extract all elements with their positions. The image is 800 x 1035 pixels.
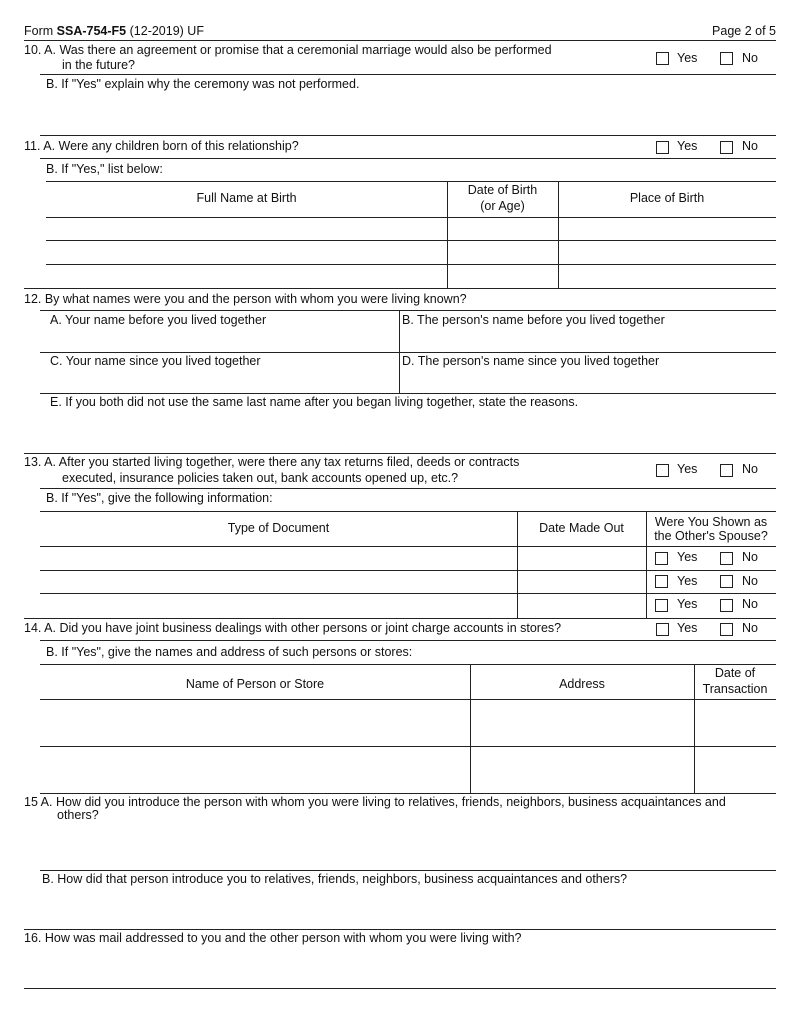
documents-table-top bbox=[40, 511, 776, 512]
child-2-place-field[interactable] bbox=[559, 241, 775, 263]
q10a-no-label: No bbox=[742, 51, 758, 65]
col-header-address: Address bbox=[559, 677, 605, 691]
q11a-yes-label: Yes bbox=[677, 139, 698, 153]
q12e-answer-field[interactable] bbox=[46, 412, 776, 452]
q10a-yes-label: Yes bbox=[677, 51, 698, 65]
document-2-no-checkbox[interactable] bbox=[720, 575, 733, 588]
col-header-date-made-out: Date Made Out bbox=[539, 521, 624, 535]
business-2-name-field[interactable] bbox=[41, 747, 469, 792]
document-2-yes-checkbox[interactable] bbox=[655, 575, 668, 588]
document-1-type-field[interactable] bbox=[41, 547, 516, 569]
q10a-yes-checkbox[interactable] bbox=[656, 52, 669, 65]
documents-table-col-divider bbox=[646, 511, 647, 618]
q15a-question: 15 A. How did you introduce the person with whom you were living to relatives, friends, neighbors, business acquaintances and bbox=[24, 795, 726, 809]
q14a-yes-checkbox[interactable] bbox=[656, 623, 669, 636]
divider bbox=[40, 352, 776, 353]
divider bbox=[40, 135, 776, 136]
col-header-full-name: Full Name at Birth bbox=[196, 191, 297, 205]
business-table-top bbox=[40, 664, 776, 665]
q11b-label: B. If "Yes," list below: bbox=[46, 162, 163, 176]
q14b-label: B. If "Yes", give the names and address of such persons or stores: bbox=[46, 645, 413, 659]
bottom-divider bbox=[24, 988, 776, 989]
q14a-no-label: No bbox=[742, 621, 758, 635]
divider bbox=[40, 488, 776, 489]
document-3-yes-checkbox[interactable] bbox=[655, 599, 668, 612]
q13b-label: B. If "Yes", give the following information: bbox=[46, 491, 273, 505]
document-2-yes-label: Yes bbox=[677, 574, 698, 588]
q15a-answer-field[interactable] bbox=[40, 825, 776, 869]
q15b-question: B. How did that person introduce you to relatives, friends, neighbors, business acquaintances and others? bbox=[42, 872, 628, 886]
col-header-date-of: Date of bbox=[714, 666, 756, 680]
document-3-no-checkbox[interactable] bbox=[720, 599, 733, 612]
q12b-label: B. The person's name before you lived together bbox=[402, 313, 665, 327]
child-1-name-field[interactable] bbox=[47, 218, 446, 240]
divider bbox=[40, 310, 776, 311]
child-1-place-field[interactable] bbox=[559, 218, 775, 240]
divider bbox=[40, 870, 776, 871]
col-header-type-of-document: Type of Document bbox=[227, 521, 330, 535]
business-2-date-field[interactable] bbox=[695, 747, 775, 792]
business-1-address-field[interactable] bbox=[471, 700, 693, 745]
child-2-name-field[interactable] bbox=[47, 241, 446, 263]
business-2-address-field[interactable] bbox=[471, 747, 693, 792]
q10b-label: B. If "Yes" explain why the ceremony was not performed. bbox=[46, 77, 360, 91]
document-1-date-field[interactable] bbox=[518, 547, 645, 569]
document-2-type-field[interactable] bbox=[41, 571, 516, 592]
child-3-dob-field[interactable] bbox=[448, 265, 557, 287]
q12a-field[interactable] bbox=[46, 330, 398, 352]
q14a-no-checkbox[interactable] bbox=[720, 623, 733, 636]
q12-question: 12. By what names were you and the person with whom you were living known? bbox=[24, 292, 467, 306]
q12d-label: D. The person's name since you lived together bbox=[402, 354, 660, 368]
q12d-field[interactable] bbox=[401, 371, 775, 392]
q14a-yes-label: Yes bbox=[677, 621, 698, 635]
col-header-shown-as-spouse-cont: the Other's Spouse? bbox=[654, 529, 768, 543]
divider bbox=[24, 929, 776, 930]
business-1-date-field[interactable] bbox=[695, 700, 775, 745]
header-divider bbox=[24, 40, 776, 41]
q16-question: 16. How was mail addressed to you and the other person with whom you were living with? bbox=[24, 931, 522, 945]
q12c-field[interactable] bbox=[46, 371, 398, 392]
document-3-yes-label: Yes bbox=[677, 597, 698, 611]
q10a-no-checkbox[interactable] bbox=[720, 52, 733, 65]
q13a-yes-checkbox[interactable] bbox=[656, 464, 669, 477]
q11a-yes-checkbox[interactable] bbox=[656, 141, 669, 154]
child-3-place-field[interactable] bbox=[559, 265, 775, 287]
document-1-yes-checkbox[interactable] bbox=[655, 552, 668, 565]
divider bbox=[40, 74, 776, 75]
q13a-no-checkbox[interactable] bbox=[720, 464, 733, 477]
col-header-transaction: Transaction bbox=[702, 682, 768, 696]
q16-answer-field[interactable] bbox=[24, 948, 776, 987]
q10a-question-cont: in the future? bbox=[62, 58, 135, 72]
col-header-or-age: (or Age) bbox=[480, 199, 525, 213]
document-1-no-label: No bbox=[742, 550, 758, 564]
q13a-question: 13. A. After you started living together, were there any tax returns filed, deeds or contracts bbox=[24, 455, 520, 469]
q14a-question: 14. A. Did you have joint business dealings with other persons or joint charge accounts in stores? bbox=[24, 621, 562, 635]
document-1-yes-label: Yes bbox=[677, 550, 698, 564]
q12b-field[interactable] bbox=[401, 330, 775, 352]
document-2-date-field[interactable] bbox=[518, 571, 645, 592]
q13a-yes-label: Yes bbox=[677, 462, 698, 476]
q12a-label: A. Your name before you lived together bbox=[50, 313, 267, 327]
q11a-no-checkbox[interactable] bbox=[720, 141, 733, 154]
child-1-dob-field[interactable] bbox=[448, 218, 557, 240]
form-number: Form SSA-754-F5 (12-2019) UF bbox=[24, 24, 204, 38]
document-2-no-label: No bbox=[742, 574, 758, 588]
q12e-label: E. If you both did not use the same last name after you began living together, state the reasons. bbox=[50, 395, 579, 409]
divider bbox=[40, 640, 776, 641]
col-header-person-or-store: Name of Person or Store bbox=[185, 677, 325, 691]
divider bbox=[24, 288, 776, 289]
table-row-line bbox=[40, 793, 776, 794]
q10a-question: 10. A. Was there an agreement or promise that a ceremonial marriage would also be performed bbox=[24, 43, 552, 57]
q13a-no-label: No bbox=[742, 462, 758, 476]
divider bbox=[40, 393, 776, 394]
document-3-date-field[interactable] bbox=[518, 594, 645, 617]
q12c-label: C. Your name since you lived together bbox=[50, 354, 261, 368]
q15a-question-cont: others? bbox=[57, 808, 99, 822]
q15b-answer-field[interactable] bbox=[40, 889, 776, 928]
divider bbox=[24, 618, 776, 619]
divider bbox=[24, 453, 776, 454]
page-number: Page 2 of 5 bbox=[712, 24, 776, 38]
q10b-answer-field[interactable] bbox=[46, 93, 776, 134]
document-3-type-field[interactable] bbox=[41, 594, 516, 617]
col-header-place-of-birth: Place of Birth bbox=[629, 191, 705, 205]
divider bbox=[40, 158, 776, 159]
children-table-top bbox=[46, 181, 776, 182]
q11a-no-label: No bbox=[742, 139, 758, 153]
q13a-question-cont: executed, insurance policies taken out, bank accounts opened up, etc.? bbox=[62, 471, 459, 485]
document-1-no-checkbox[interactable] bbox=[720, 552, 733, 565]
q11a-question: 11. A. Were any children born of this relationship? bbox=[24, 139, 299, 153]
document-3-no-label: No bbox=[742, 597, 758, 611]
child-3-name-field[interactable] bbox=[47, 265, 446, 287]
col-header-date-of-birth: Date of Birth bbox=[467, 183, 538, 197]
col-header-shown-as-spouse: Were You Shown as bbox=[654, 515, 768, 529]
business-1-name-field[interactable] bbox=[41, 700, 469, 745]
child-2-dob-field[interactable] bbox=[448, 241, 557, 263]
